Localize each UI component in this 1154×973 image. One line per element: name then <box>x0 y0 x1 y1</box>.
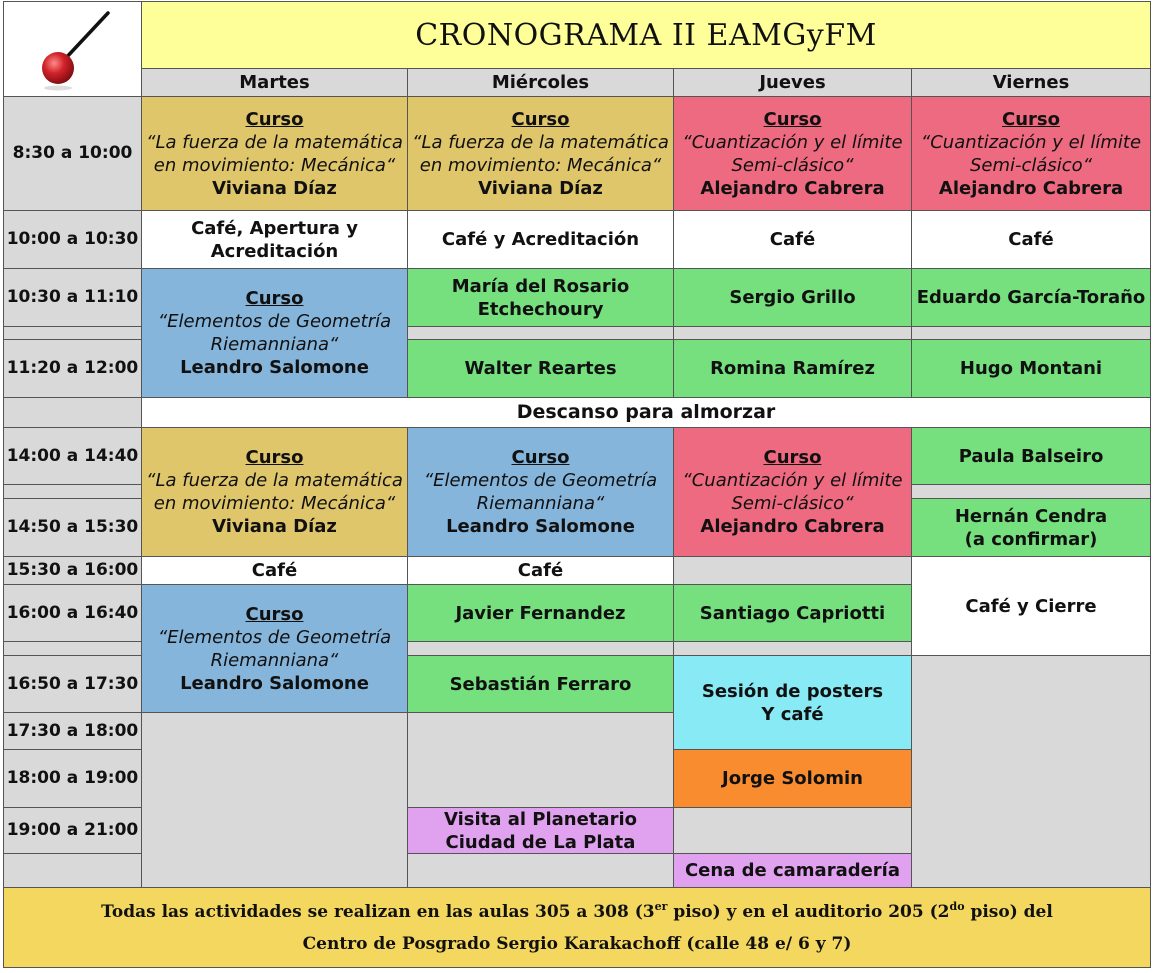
course-teacher: Leandro Salomone <box>180 672 369 694</box>
event-visita-planetario <box>408 808 674 854</box>
gap-cell <box>408 642 674 656</box>
course-title: “Cuantización y el límite Semi-clásico“ <box>920 131 1142 176</box>
course-label: Curso <box>511 447 570 468</box>
event-cafe: Café <box>408 557 674 585</box>
course-label: Curso <box>511 108 570 130</box>
page-title: CRONOGRAMA II EAMGyFM <box>142 2 1151 69</box>
talk-jorge-solomin: Jorge Solomin <box>674 750 912 808</box>
gap-cell <box>142 713 408 888</box>
footer-text: piso) y en el auditorio 205 (2 <box>667 901 950 922</box>
gap-cell <box>674 327 912 340</box>
talk-walter-reartes: Walter Reartes <box>408 340 674 398</box>
course-label: Curso <box>1002 108 1060 130</box>
course-teacher: Alejandro Cabrera <box>700 516 885 537</box>
course-title: “La fuerza de la matemática en movimiento: Mecánica“ <box>146 131 403 176</box>
gap-cell <box>4 398 142 428</box>
course-teacher: Alejandro Cabrera <box>938 177 1124 199</box>
event-cafe-acreditacion: Café y Acreditación <box>408 211 674 269</box>
course-block-mecanica <box>142 428 408 557</box>
gap-cell <box>674 808 912 854</box>
talk-romina-ramirez: Romina Ramírez <box>674 340 912 398</box>
event-line: Y café <box>761 703 824 725</box>
course-teacher: Leandro Salomone <box>446 516 635 537</box>
day-header-martes: Martes <box>142 69 408 97</box>
talk-hugo-montani: Hugo Montani <box>912 340 1151 398</box>
course-title: “Elementos de Geometría Riemanniana“ <box>423 470 658 514</box>
event-line: (a confirmar) <box>964 528 1098 550</box>
footer-sup: do <box>949 899 965 913</box>
gap-cell <box>4 485 142 499</box>
day-header-miercoles: Miércoles <box>408 69 674 97</box>
course-title: “Elementos de Geometría Riemanniana“ <box>157 311 392 355</box>
course-block-mecanica <box>142 97 408 211</box>
event-line: Hernán Cendra <box>954 505 1108 527</box>
course-teacher: Alejandro Cabrera <box>700 177 885 199</box>
gap-cell <box>4 642 142 656</box>
talk-sebastian-ferraro: Sebastián Ferraro <box>408 656 674 713</box>
course-label: Curso <box>245 288 304 309</box>
event-cena: Cena de camaradería <box>674 854 912 888</box>
talk-eduardo-garcia-torano: Eduardo García-Toraño <box>912 269 1151 327</box>
time-label: 8:30 a 10:00 <box>4 97 142 211</box>
event-line: Visita al Planetario <box>444 808 637 830</box>
time-label: 10:00 a 10:30 <box>4 211 142 269</box>
gap-cell <box>4 327 142 340</box>
course-teacher: Viviana Díaz <box>212 177 337 199</box>
footer-line-2: Centro de Posgrado Sergio Karakachoff (calle 48 e/ 6 y 7) <box>302 933 852 954</box>
footer-line-1 <box>101 896 1053 928</box>
time-label: 14:50 a 15:30 <box>4 499 142 557</box>
gap-cell <box>674 557 912 585</box>
time-label: 15:30 a 16:00 <box>4 557 142 585</box>
course-title: “Cuantización y el límite Semi-clásico“ <box>682 470 903 514</box>
course-block-geometria <box>142 269 408 398</box>
time-label: 17:30 a 18:00 <box>4 713 142 750</box>
course-block-cuantizacion <box>674 97 912 211</box>
day-header-viernes: Viernes <box>912 69 1151 97</box>
time-label: 16:50 a 17:30 <box>4 656 142 713</box>
course-title: “Cuantización y el límite Semi-clásico“ <box>682 131 903 176</box>
talk-hernan-cendra <box>912 499 1151 557</box>
time-label: 19:00 a 21:00 <box>4 808 142 854</box>
event-line: Etchechoury <box>477 298 604 320</box>
course-title: “La fuerza de la matemática en movimiento: Mecánica“ <box>412 131 669 176</box>
event-posters <box>674 656 912 750</box>
talk-javier-fernandez: Javier Fernandez <box>408 585 674 642</box>
talk-santiago-capriotti: Santiago Capriotti <box>674 585 912 642</box>
event-line: Ciudad de La Plata <box>445 831 636 853</box>
course-label: Curso <box>763 108 822 130</box>
talk-sergio-grillo: Sergio Grillo <box>674 269 912 327</box>
event-cafe: Café <box>142 557 408 585</box>
course-title: “Elementos de Geometría Riemanniana“ <box>157 626 392 671</box>
course-label: Curso <box>763 447 822 468</box>
lunch-break: Descanso para almorzar <box>142 398 1151 428</box>
event-cafe-cierre: Café y Cierre <box>912 557 1151 656</box>
logo <box>4 2 142 97</box>
event-cafe: Café <box>912 211 1151 269</box>
day-header-jueves: Jueves <box>674 69 912 97</box>
gap-cell <box>912 656 1151 888</box>
course-block-cuantizacion <box>674 428 912 557</box>
gap-cell <box>4 854 142 888</box>
footer-text: Todas las actividades se realizan en las aulas 305 a 308 (3 <box>101 901 655 922</box>
footer-sup: er <box>654 899 668 913</box>
event-cafe-apertura <box>142 211 408 269</box>
pendulum-logo-icon <box>4 2 141 96</box>
course-block-mecanica <box>408 97 674 211</box>
course-label: Curso <box>245 447 304 468</box>
gap-cell <box>674 642 912 656</box>
footer-note <box>4 888 1151 968</box>
gap-cell <box>912 485 1151 499</box>
schedule-grid <box>3 1 1151 968</box>
time-label: 14:00 a 14:40 <box>4 428 142 485</box>
gap-cell <box>408 327 674 340</box>
course-title: “La fuerza de la matemática en movimiento: Mecánica“ <box>146 470 403 514</box>
gap-cell <box>912 327 1151 340</box>
course-block-cuantizacion <box>912 97 1151 211</box>
event-line: Café, Apertura y <box>191 217 358 239</box>
course-block-geometria <box>142 585 408 713</box>
course-teacher: Leandro Salomone <box>180 357 369 378</box>
course-teacher: Viviana Díaz <box>478 177 603 199</box>
course-label: Curso <box>245 603 304 625</box>
time-label: 11:20 a 12:00 <box>4 340 142 398</box>
time-label: 18:00 a 19:00 <box>4 750 142 808</box>
gap-cell <box>408 713 674 808</box>
course-block-geometria <box>408 428 674 557</box>
gap-cell <box>408 854 674 888</box>
event-line: Sesión de posters <box>701 680 884 702</box>
time-label: 10:30 a 11:10 <box>4 269 142 327</box>
event-cafe: Café <box>674 211 912 269</box>
talk-paula-balseiro: Paula Balseiro <box>912 428 1151 485</box>
time-label: 16:00 a 16:40 <box>4 585 142 642</box>
footer-text: piso) del <box>964 901 1053 922</box>
course-teacher: Viviana Díaz <box>212 516 337 537</box>
event-line: María del Rosario <box>451 275 630 297</box>
course-label: Curso <box>245 108 304 130</box>
talk-rosario-etchechoury <box>408 269 674 327</box>
event-line: Acreditación <box>210 240 339 262</box>
